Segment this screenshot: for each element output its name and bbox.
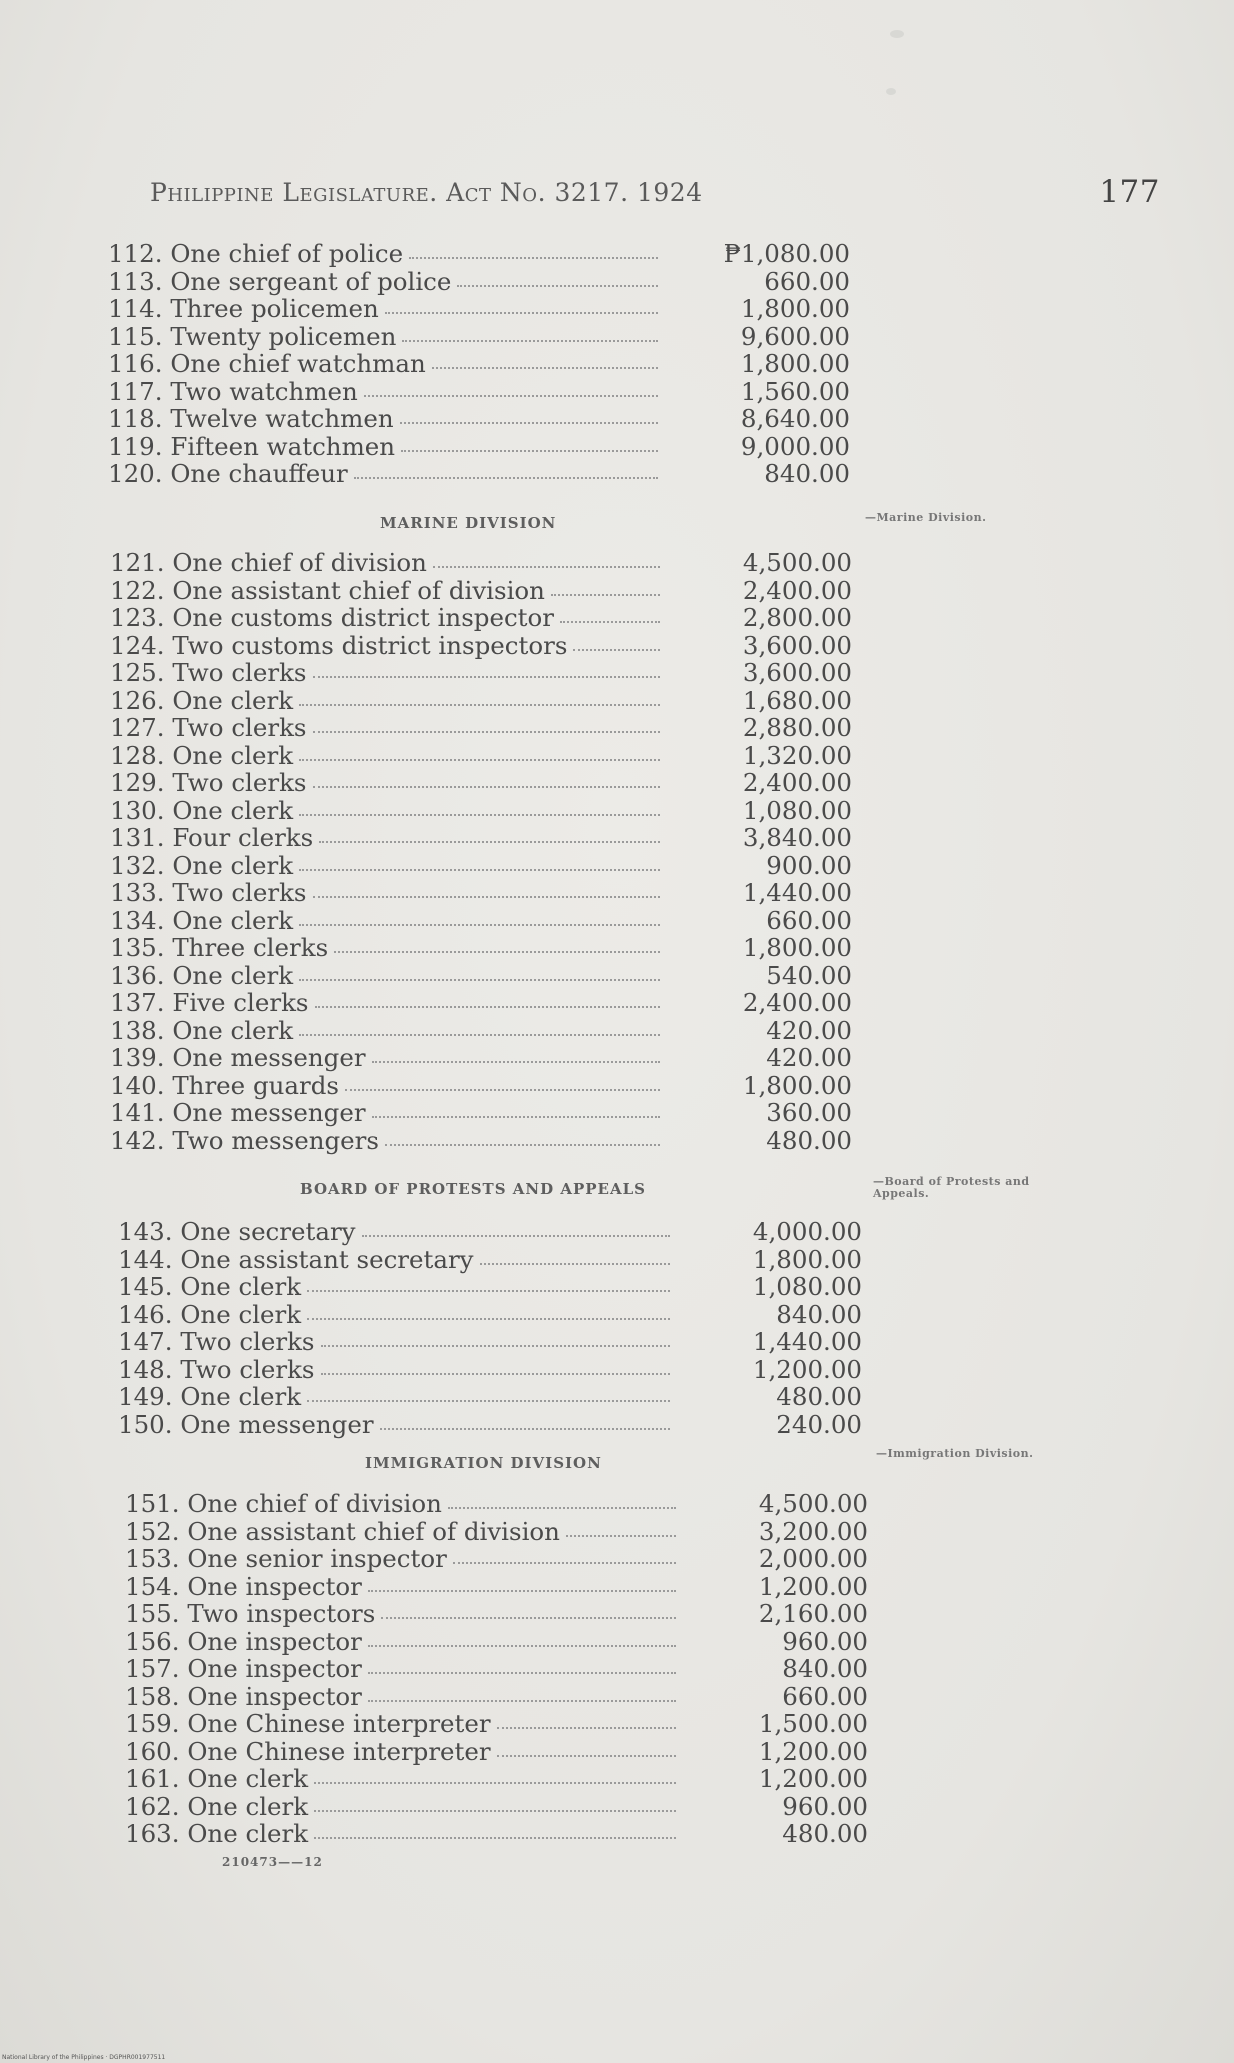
item-amount: 1,500.00 [758, 1709, 868, 1738]
item-amount: 840.00 [776, 1299, 862, 1329]
list-item [0, 1383, 1234, 1411]
item-label: 145. One clerk [118, 1272, 302, 1301]
list-item [0, 1710, 1234, 1738]
item-label: 154. One inspector [125, 1571, 362, 1601]
item-label: 117. Two watchmen [108, 376, 358, 406]
item-amount: 2,400.00 [742, 575, 852, 605]
list-item [0, 1573, 1234, 1601]
section-block [0, 549, 1234, 1154]
dot-leader [299, 704, 660, 706]
list-item [0, 1044, 1234, 1072]
item-label: 121. One chief of division [110, 548, 427, 577]
print-code: 210473——12 [222, 1855, 323, 1869]
item-label: 156. One inspector [125, 1626, 362, 1656]
dot-leader [385, 312, 658, 314]
list-item [0, 934, 1234, 962]
item-label: 138. One clerk [110, 1015, 294, 1045]
list-item [0, 1738, 1234, 1766]
dot-leader [497, 1755, 676, 1757]
dot-leader [573, 649, 660, 651]
section-title: IMMIGRATION DIVISION [365, 1454, 602, 1472]
list-item [0, 1545, 1234, 1573]
item-label: 129. Two clerks [110, 768, 307, 797]
item-amount: 1,200.00 [758, 1736, 868, 1766]
dot-leader [307, 1318, 670, 1320]
item-amount: 1,200.00 [758, 1764, 868, 1793]
item-label: 157. One inspector [125, 1654, 362, 1683]
item-label: 126. One clerk [110, 685, 294, 715]
item-amount: 1,200.00 [752, 1354, 862, 1384]
item-amount: 2,000.00 [758, 1544, 868, 1573]
list-item [0, 1072, 1234, 1100]
dot-leader [368, 1672, 676, 1674]
item-amount: 3,200.00 [758, 1516, 868, 1546]
list-item [0, 1518, 1234, 1546]
item-label: 113. One sergeant of police [108, 266, 452, 296]
list-item [0, 405, 1234, 433]
dot-leader [433, 566, 660, 568]
item-label: 131. Four clerks [110, 823, 314, 852]
item-amount: 480.00 [776, 1382, 862, 1411]
list-item [0, 632, 1234, 660]
item-label: 125. Two clerks [110, 658, 307, 687]
list-item [0, 1273, 1234, 1301]
item-amount: 1,080.00 [742, 795, 852, 825]
section-title: BOARD OF PROTESTS AND APPEALS [300, 1180, 646, 1198]
item-amount: 1,440.00 [742, 878, 852, 907]
item-amount: 2,400.00 [742, 988, 852, 1017]
dot-leader [457, 285, 658, 287]
running-head: Philippine Legislature. Act No. 3217. 1924 [150, 178, 703, 207]
list-item [0, 350, 1234, 378]
item-label: 137. Five clerks [110, 988, 309, 1017]
list-item [0, 549, 1234, 577]
dot-leader [497, 1727, 676, 1729]
dot-leader [307, 1290, 670, 1292]
dot-leader [313, 676, 660, 678]
item-label: 152. One assistant chief of division [125, 1516, 560, 1546]
dot-leader [372, 1116, 660, 1118]
item-label: 161. One clerk [125, 1764, 309, 1793]
item-amount: 1,320.00 [742, 740, 852, 770]
item-label: 123. One customs district inspector [110, 603, 554, 632]
dot-leader [380, 1428, 670, 1430]
list-item [0, 769, 1234, 797]
item-amount: 4,000.00 [752, 1217, 862, 1246]
list-item [0, 1218, 1234, 1246]
item-amount: 8,640.00 [740, 404, 850, 433]
list-item [0, 1765, 1234, 1793]
item-amount: 3,600.00 [742, 630, 852, 660]
item-label: 120. One chauffeur [108, 459, 348, 488]
dot-leader [321, 1345, 670, 1347]
item-amount: 1,800.00 [742, 933, 852, 962]
item-label: 128. One clerk [110, 740, 294, 770]
dot-leader [313, 731, 660, 733]
item-amount: 3,600.00 [742, 658, 852, 687]
list-item [0, 1127, 1234, 1155]
item-label: 142. Two messengers [110, 1125, 379, 1155]
section-block [0, 1490, 1234, 1848]
item-amount: 960.00 [782, 1626, 868, 1656]
list-item [0, 714, 1234, 742]
item-amount: 480.00 [766, 1125, 852, 1155]
list-item [0, 1328, 1234, 1356]
section-block [0, 240, 1234, 488]
dot-leader [402, 340, 658, 342]
item-label: 143. One secretary [118, 1217, 356, 1246]
item-amount: 2,800.00 [742, 603, 852, 632]
item-amount: 1,440.00 [752, 1327, 862, 1356]
item-label: 159. One Chinese interpreter [125, 1709, 491, 1738]
item-amount: 1,800.00 [742, 1070, 852, 1100]
item-amount: 3,840.00 [742, 823, 852, 852]
item-label: 139. One messenger [110, 1043, 366, 1072]
dot-leader [314, 1837, 676, 1839]
item-label: 115. Twenty policemen [108, 321, 397, 351]
item-amount: 1,200.00 [758, 1571, 868, 1601]
item-label: 144. One assistant secretary [118, 1244, 474, 1274]
dot-leader [551, 594, 660, 596]
item-label: 150. One messenger [118, 1409, 374, 1439]
list-item [0, 962, 1234, 990]
dot-leader [354, 477, 658, 479]
dot-leader [299, 869, 660, 871]
ink-smudge [890, 30, 904, 38]
dot-leader [448, 1507, 676, 1509]
item-amount: 360.00 [766, 1098, 852, 1127]
dot-leader [315, 1006, 660, 1008]
dot-leader [368, 1700, 676, 1702]
item-label: 118. Twelve watchmen [108, 404, 394, 433]
item-label: 162. One clerk [125, 1791, 309, 1821]
dot-leader [314, 1810, 676, 1812]
dot-leader [409, 257, 658, 259]
list-item [0, 824, 1234, 852]
list-item [0, 1683, 1234, 1711]
item-label: 132. One clerk [110, 850, 294, 880]
list-item [0, 577, 1234, 605]
margin-note: —Board of Protests and Appeals. [873, 1175, 1030, 1200]
list-item [0, 1017, 1234, 1045]
dot-leader [364, 395, 658, 397]
item-label: 160. One Chinese interpreter [125, 1736, 491, 1766]
list-item [0, 1411, 1234, 1439]
item-amount: 4,500.00 [742, 548, 852, 577]
list-item [0, 378, 1234, 406]
item-label: 116. One chief watchman [108, 349, 426, 378]
dot-leader [321, 1373, 670, 1375]
item-amount: 1,080.00 [752, 1272, 862, 1301]
dot-leader [313, 896, 660, 898]
item-amount: 9,000.00 [740, 431, 850, 461]
dot-leader [345, 1089, 660, 1091]
list-item [0, 1301, 1234, 1329]
item-label: 141. One messenger [110, 1098, 366, 1127]
item-amount: 540.00 [766, 960, 852, 990]
dot-leader [381, 1617, 676, 1619]
item-amount: 900.00 [766, 850, 852, 880]
item-amount: 660.00 [782, 1681, 868, 1711]
margin-note: —Immigration Division. [876, 1447, 1034, 1460]
dot-leader [385, 1144, 660, 1146]
dot-leader [566, 1535, 676, 1537]
dot-leader [372, 1061, 660, 1063]
item-amount: 240.00 [776, 1409, 862, 1439]
item-label: 127. Two clerks [110, 713, 307, 742]
item-amount: 840.00 [782, 1654, 868, 1683]
item-label: 148. Two clerks [118, 1354, 315, 1384]
page-header [150, 174, 1160, 218]
item-label: 124. Two customs district inspectors [110, 630, 568, 660]
item-label: 140. Three guards [110, 1070, 339, 1100]
list-item [0, 1490, 1234, 1518]
item-label: 147. Two clerks [118, 1327, 315, 1356]
list-item [0, 433, 1234, 461]
dot-leader [362, 1235, 670, 1237]
item-label: 163. One clerk [125, 1819, 309, 1848]
item-amount: 420.00 [766, 1043, 852, 1072]
dot-leader [368, 1645, 676, 1647]
item-amount: 2,160.00 [758, 1599, 868, 1628]
item-amount: 1,800.00 [752, 1244, 862, 1274]
item-label: 122. One assistant chief of division [110, 575, 545, 605]
list-item [0, 659, 1234, 687]
list-item [0, 1600, 1234, 1628]
section-block [0, 1218, 1234, 1438]
item-label: 146. One clerk [118, 1299, 302, 1329]
dot-leader [453, 1562, 676, 1564]
dot-leader [480, 1263, 670, 1265]
page-number: 177 [1099, 174, 1160, 210]
list-item [0, 240, 1234, 268]
item-amount: 9,600.00 [740, 321, 850, 351]
item-label: 133. Two clerks [110, 878, 307, 907]
list-item [0, 1820, 1234, 1848]
item-amount: 1,800.00 [740, 294, 850, 323]
item-label: 136. One clerk [110, 960, 294, 990]
dot-leader [307, 1400, 670, 1402]
dot-leader [314, 1782, 676, 1784]
dot-leader [560, 621, 660, 623]
list-item [0, 687, 1234, 715]
item-amount: 2,880.00 [742, 713, 852, 742]
list-item [0, 1356, 1234, 1384]
item-label: 119. Fifteen watchmen [108, 431, 396, 461]
item-label: 155. Two inspectors [125, 1599, 376, 1628]
item-amount: ₱1,080.00 [723, 239, 850, 268]
dot-leader [401, 450, 658, 452]
dot-leader [400, 422, 658, 424]
dot-leader [334, 951, 660, 953]
ink-smudge [886, 88, 896, 95]
item-label: 149. One clerk [118, 1382, 302, 1411]
item-label: 153. One senior inspector [125, 1544, 447, 1573]
item-amount: 960.00 [782, 1791, 868, 1821]
section-title: MARINE DIVISION [380, 514, 557, 532]
list-item [0, 1628, 1234, 1656]
dot-leader [299, 979, 660, 981]
item-amount: 2,400.00 [742, 768, 852, 797]
item-label: 134. One clerk [110, 905, 294, 935]
item-label: 151. One chief of division [125, 1489, 442, 1518]
list-item [0, 907, 1234, 935]
list-item [0, 742, 1234, 770]
item-amount: 480.00 [782, 1819, 868, 1848]
list-item [0, 460, 1234, 488]
list-item [0, 295, 1234, 323]
list-item [0, 989, 1234, 1017]
list-item [0, 1246, 1234, 1274]
list-item [0, 604, 1234, 632]
item-amount: 4,500.00 [758, 1489, 868, 1518]
item-amount: 1,680.00 [742, 685, 852, 715]
item-amount: 840.00 [764, 459, 850, 488]
list-item [0, 852, 1234, 880]
item-amount: 660.00 [766, 905, 852, 935]
dot-leader [368, 1590, 676, 1592]
list-item [0, 323, 1234, 351]
item-amount: 420.00 [766, 1015, 852, 1045]
list-item [0, 797, 1234, 825]
dot-leader [432, 367, 658, 369]
dot-leader [299, 924, 660, 926]
item-amount: 1,800.00 [740, 349, 850, 378]
dot-leader [299, 814, 660, 816]
item-label: 130. One clerk [110, 795, 294, 825]
list-item [0, 1099, 1234, 1127]
item-label: 158. One inspector [125, 1681, 362, 1711]
item-label: 112. One chief of police [108, 239, 404, 268]
item-label: 114. Three policemen [108, 294, 379, 323]
list-item [0, 1793, 1234, 1821]
list-item [0, 1655, 1234, 1683]
margin-note: —Marine Division. [865, 511, 987, 524]
scan-credit: National Library of the Philippines · DGPHR001977511 [2, 2054, 166, 2061]
list-item [0, 268, 1234, 296]
item-amount: 660.00 [764, 266, 850, 296]
dot-leader [299, 759, 660, 761]
dot-leader [319, 841, 660, 843]
list-item [0, 879, 1234, 907]
item-label: 135. Three clerks [110, 933, 329, 962]
dot-leader [313, 786, 660, 788]
dot-leader [299, 1034, 660, 1036]
item-amount: 1,560.00 [740, 376, 850, 406]
